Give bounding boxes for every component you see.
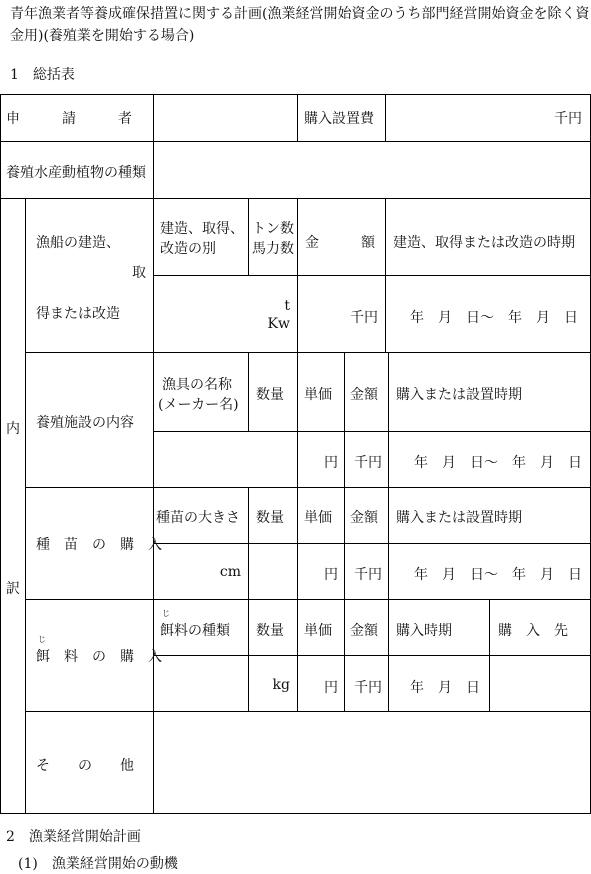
feed-col-type: 餌料の種類: [160, 623, 230, 639]
breakdown-label-bottom: 訳: [6, 581, 20, 597]
boat-unit-kw: Kw: [267, 316, 290, 332]
feed-unit-kyen: 千円: [354, 680, 382, 696]
feed-col-unit-price: 単価: [304, 623, 332, 639]
breakdown-label-top: 内: [6, 421, 20, 437]
seed-col-unit-price: 単価: [304, 510, 332, 526]
section-1-heading: 1 総括表: [10, 67, 75, 83]
seed-label: 種 苗 の 購 入: [36, 537, 162, 553]
facility-col-time: 購入または設置時期: [396, 387, 522, 403]
applicant-label: 申 請 者: [6, 111, 132, 127]
facility-unit-yen: 円: [324, 455, 338, 471]
feed-unit-kg: kg: [272, 677, 290, 693]
feed-col-type-ruby: じ: [162, 609, 170, 618]
feed-label: 餌 料 の 購 入: [36, 649, 162, 665]
boat-col-time: 建造、取得または改造の時期: [393, 235, 575, 251]
other-label: そ の 他: [36, 758, 134, 774]
feed-unit-yen: 円: [324, 680, 338, 696]
seed-unit-yen: 円: [324, 567, 338, 583]
seed-unit-kyen: 千円: [354, 567, 382, 583]
boat-col-ton: トン数: [252, 221, 294, 237]
section-2-1-heading: (1) 漁業経営開始の動機: [18, 856, 178, 872]
feed-col-dest: 購 入 先: [498, 623, 568, 639]
feed-label-ruby: じ: [38, 635, 46, 644]
facility-col-name-1: 漁具の名称: [162, 377, 232, 393]
boat-label-line2: 取: [132, 265, 146, 281]
seed-unit-cm: cm: [219, 564, 241, 580]
document-title: 青年漁業者等養成確保措置に関する計画(漁業経営開始資金のうち部門経営開始資金を除く資金用)(養殖業を開始する場合): [10, 6, 590, 44]
facility-label: 養殖施設の内容: [36, 415, 134, 431]
boat-unit-t: t: [284, 298, 290, 314]
facility-col-unit-price: 単価: [304, 387, 332, 403]
feed-date: 年 月 日: [410, 680, 480, 696]
seed-col-time: 購入または設置時期: [396, 510, 522, 526]
feed-col-amount: 金額: [350, 623, 378, 639]
boat-col-type-1: 建造、取得、: [160, 221, 244, 237]
seed-col-qty: 数量: [256, 510, 284, 526]
facility-period: 年 月 日～ 年 月 日: [414, 455, 582, 471]
boat-col-type-2: 改造の別: [160, 241, 216, 257]
boat-col-amount: 金 額: [305, 235, 375, 251]
seed-col-size: 種苗の大きさ: [156, 510, 240, 526]
seed-period: 年 月 日～ 年 月 日: [414, 567, 582, 583]
boat-unit-yen: 千円: [350, 310, 378, 326]
purchase-cost-unit: 千円: [554, 111, 582, 127]
facility-col-name-2: (メーカー名): [158, 397, 239, 413]
feed-col-time: 購入時期: [396, 623, 452, 639]
boat-period: 年 月 日～ 年 月 日: [410, 310, 578, 326]
seed-col-amount: 金額: [350, 510, 378, 526]
boat-label-line3: 得または改造: [36, 306, 120, 322]
facility-unit-kyen: 千円: [354, 455, 382, 471]
boat-label-line1: 漁船の建造、: [36, 235, 120, 251]
boat-col-power: 馬力数: [252, 241, 294, 257]
purchase-cost-label: 購入設置費: [304, 111, 374, 127]
section-2-heading: 2 漁業経営開始計画: [6, 829, 141, 845]
facility-col-qty: 数量: [256, 387, 284, 403]
feed-col-qty: 数量: [256, 623, 284, 639]
facility-col-amount: 金額: [350, 387, 378, 403]
species-label: 養殖水産動植物の種類: [6, 165, 146, 181]
